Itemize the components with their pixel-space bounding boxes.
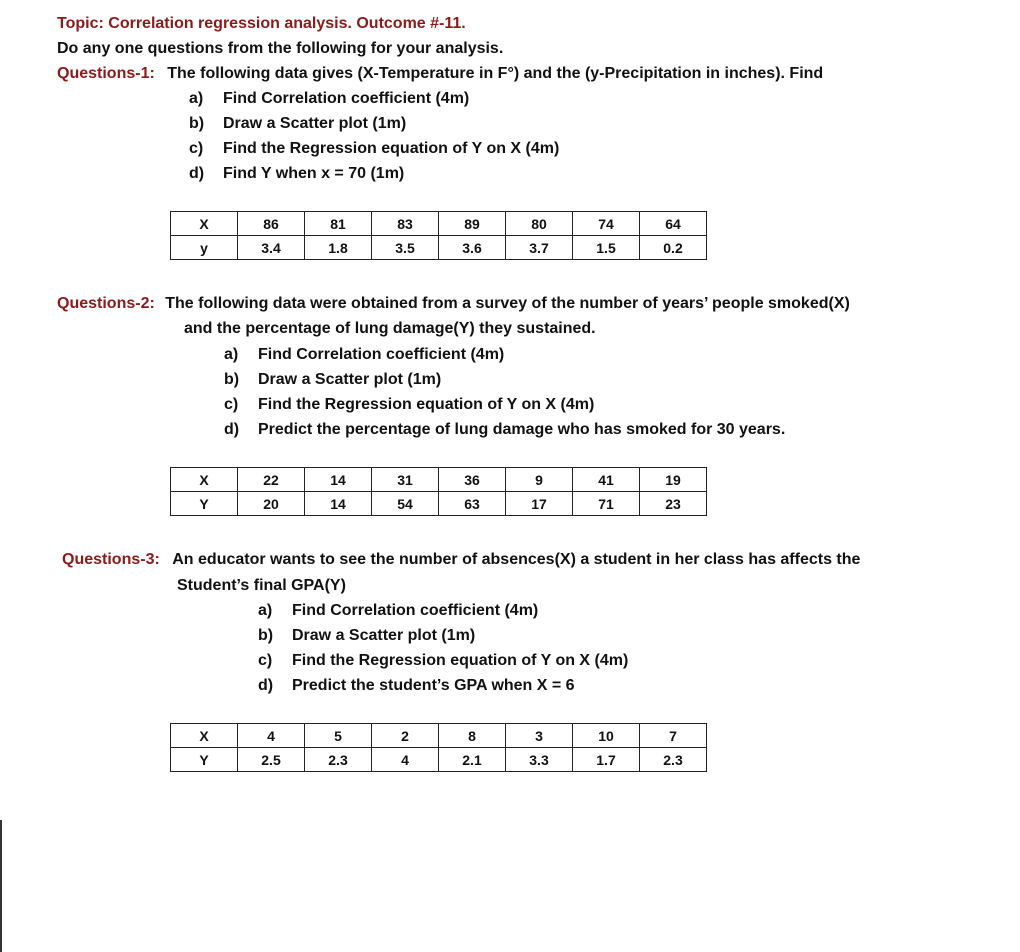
table-cell: 23 [640, 492, 707, 516]
table-row-y [171, 748, 707, 772]
question-3-text-continued: Student’s final GPA(Y) [177, 577, 346, 594]
table-cell: 1.8 [305, 236, 372, 260]
part-text: Find Correlation coefficient (4m) [292, 602, 539, 619]
question-1-part-c [189, 139, 559, 159]
table-header-y: Y [171, 492, 238, 516]
question-1-header [57, 64, 823, 84]
part-letter: a) [189, 90, 204, 107]
part-letter: d) [189, 165, 205, 182]
table-row-x [171, 212, 707, 236]
question-2-label: Questions-2: [57, 295, 155, 312]
part-text: Find the Regression equation of Y on X (4m) [292, 652, 629, 669]
part-text: Find the Regression equation of Y on X (4m) [258, 396, 595, 413]
part-text: Predict the percentage of lung damage who has smoked for 30 years. [258, 421, 786, 438]
part-letter: a) [224, 346, 239, 363]
table-cell: 17 [506, 492, 573, 516]
part-text: Predict the student’s GPA when X = 6 [292, 677, 575, 694]
table-cell: 8 [439, 724, 506, 748]
table-cell: 3.3 [506, 748, 573, 772]
question-1-text: The following data gives (X-Temperature in F°) and the (y-Precipitation in inches). Find [167, 65, 824, 82]
table-cell: 74 [573, 212, 640, 236]
question-1-part-a [189, 89, 469, 109]
table-row-y [171, 492, 707, 516]
table-cell: 3.4 [238, 236, 305, 260]
table-cell: 7 [640, 724, 707, 748]
question-1-part-b [189, 114, 406, 134]
question-3-header [62, 550, 860, 570]
topic-label: Topic: [57, 15, 104, 32]
table-cell: 80 [506, 212, 573, 236]
table-cell: 3.5 [372, 236, 439, 260]
table-cell: 81 [305, 212, 372, 236]
question-1-data-table [170, 211, 707, 260]
part-letter: a) [258, 602, 273, 619]
table-cell: 4 [238, 724, 305, 748]
table-cell: 83 [372, 212, 439, 236]
table-cell: 10 [573, 724, 640, 748]
question-2-part-a [224, 345, 504, 365]
part-text: Find Y when x = 70 (1m) [223, 165, 405, 182]
question-2-header [57, 294, 850, 314]
table-cell: 2.3 [640, 748, 707, 772]
question-3-label: Questions-3: [62, 551, 160, 568]
table-cell: 2 [372, 724, 439, 748]
table-header-x: X [171, 724, 238, 748]
question-3-part-a [258, 601, 538, 621]
question-3-part-c [258, 651, 628, 671]
part-text: Find the Regression equation of Y on X (4m) [223, 140, 560, 157]
table-cell: 31 [372, 468, 439, 492]
question-2-part-c [224, 395, 594, 415]
intro-text: Do any one questions from the following for your analysis. [57, 40, 504, 57]
question-2-data-table [170, 467, 707, 516]
table-cell: 2.3 [305, 748, 372, 772]
table-cell: 41 [573, 468, 640, 492]
part-letter: d) [258, 677, 274, 694]
table-cell: 19 [640, 468, 707, 492]
table-header-x: X [171, 212, 238, 236]
table-cell: 3 [506, 724, 573, 748]
question-3-text: An educator wants to see the number of absences(X) a student in her class has affects the [172, 551, 861, 568]
part-letter: b) [189, 115, 205, 132]
question-2-text-continued: and the percentage of lung damage(Y) they sustained. [184, 320, 596, 337]
part-letter: c) [189, 140, 204, 157]
topic-text: Correlation regression analysis. Outcome #-11. [108, 15, 466, 32]
table-header-y: y [171, 236, 238, 260]
part-letter: b) [224, 371, 240, 388]
question-1-label: Questions-1: [57, 65, 155, 82]
table-header-x: X [171, 468, 238, 492]
part-letter: c) [224, 396, 239, 413]
part-text: Find Correlation coefficient (4m) [223, 90, 470, 107]
table-cell: 63 [439, 492, 506, 516]
part-letter: d) [224, 421, 240, 438]
table-cell: 0.2 [640, 236, 707, 260]
table-cell: 14 [305, 492, 372, 516]
table-cell: 2.5 [238, 748, 305, 772]
question-3-part-d [258, 676, 575, 696]
table-cell: 9 [506, 468, 573, 492]
part-letter: c) [258, 652, 273, 669]
question-3-data-table [170, 723, 707, 772]
table-cell: 89 [439, 212, 506, 236]
part-text: Draw a Scatter plot (1m) [292, 627, 476, 644]
table-cell: 86 [238, 212, 305, 236]
table-cell: 64 [640, 212, 707, 236]
question-2-part-d [224, 420, 785, 440]
question-1-part-d [189, 164, 404, 184]
page-edge-divider [0, 820, 2, 952]
table-cell: 36 [439, 468, 506, 492]
table-cell: 20 [238, 492, 305, 516]
table-cell: 71 [573, 492, 640, 516]
table-row-x [171, 468, 707, 492]
table-cell: 2.1 [439, 748, 506, 772]
part-text: Find Correlation coefficient (4m) [258, 346, 505, 363]
table-cell: 3.7 [506, 236, 573, 260]
table-cell: 4 [372, 748, 439, 772]
part-text: Draw a Scatter plot (1m) [223, 115, 407, 132]
table-row-x [171, 724, 707, 748]
table-cell: 54 [372, 492, 439, 516]
question-2-text: The following data were obtained from a survey of the number of years’ people smoked(X) [165, 295, 850, 312]
part-text: Draw a Scatter plot (1m) [258, 371, 442, 388]
table-row-y [171, 236, 707, 260]
table-cell: 1.7 [573, 748, 640, 772]
question-3-part-b [258, 626, 475, 646]
question-2-part-b [224, 370, 441, 390]
table-cell: 22 [238, 468, 305, 492]
table-cell: 14 [305, 468, 372, 492]
table-header-y: Y [171, 748, 238, 772]
table-cell: 3.6 [439, 236, 506, 260]
part-letter: b) [258, 627, 274, 644]
table-cell: 1.5 [573, 236, 640, 260]
topic-line [57, 14, 466, 34]
table-cell: 5 [305, 724, 372, 748]
